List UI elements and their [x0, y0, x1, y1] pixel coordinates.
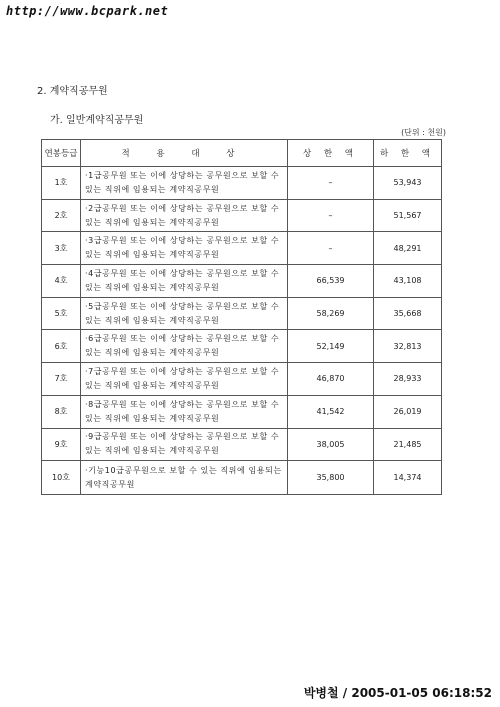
- lower-limit-cell: 26,019: [374, 395, 442, 428]
- grade-cell: 5호: [42, 297, 81, 330]
- table-row: [42, 461, 442, 495]
- upper-limit-cell: 66,539: [288, 265, 374, 298]
- grade-cell: 4호: [42, 265, 81, 298]
- site-watermark: http://www.bcpark.net: [6, 4, 169, 18]
- lower-limit-cell: 32,813: [374, 330, 442, 363]
- table-row: [42, 199, 442, 232]
- upper-limit-cell: –: [288, 167, 374, 200]
- upper-limit-cell: 58,269: [288, 297, 374, 330]
- upper-limit-cell: 35,800: [288, 461, 374, 495]
- table-row: [42, 428, 442, 461]
- target-cell: ·6급공무원 또는 이에 상당하는 공무원으로 보할 수 있는 직위에 임용되는 계약직공무원: [81, 330, 288, 363]
- grade-cell: 3호: [42, 232, 81, 265]
- grade-cell: 1호: [42, 167, 81, 200]
- header-target: 적 용 대 상: [81, 140, 288, 167]
- upper-limit-cell: –: [288, 232, 374, 265]
- lower-limit-cell: 48,291: [374, 232, 442, 265]
- table-header-row: [42, 140, 442, 167]
- grade-cell: 8호: [42, 395, 81, 428]
- target-cell: ·7급공무원 또는 이에 상당하는 공무원으로 보할 수 있는 직위에 임용되는 계약직공무원: [81, 363, 288, 396]
- table-row: [42, 330, 442, 363]
- target-cell: ·기능10급공무원으로 보할 수 있는 직위에 임용되는 계약직공무원: [81, 461, 288, 495]
- upper-limit-cell: 38,005: [288, 428, 374, 461]
- grade-cell: 10호: [42, 461, 81, 495]
- target-cell: ·1급공무원 또는 이에 상당하는 공무원으로 보할 수 있는 직위에 임용되는 계약직공무원: [81, 167, 288, 200]
- salary-table: [41, 139, 442, 495]
- table-row: [42, 265, 442, 298]
- lower-limit-cell: 14,374: [374, 461, 442, 495]
- header-lower: 하 한 액: [374, 140, 442, 167]
- lower-limit-cell: 43,108: [374, 265, 442, 298]
- grade-cell: 6호: [42, 330, 81, 363]
- table-row: [42, 297, 442, 330]
- lower-limit-cell: 28,933: [374, 363, 442, 396]
- lower-limit-cell: 53,943: [374, 167, 442, 200]
- sub-title: 가. 일반계약직공무원: [50, 115, 144, 126]
- target-cell: ·9급공무원 또는 이에 상당하는 공무원으로 보할 수 있는 직위에 임용되는 계약직공무원: [81, 428, 288, 461]
- table-row: [42, 167, 442, 200]
- header-grade: 연봉등급: [42, 140, 81, 167]
- lower-limit-cell: 51,567: [374, 199, 442, 232]
- grade-cell: 2호: [42, 199, 81, 232]
- lower-limit-cell: 35,668: [374, 297, 442, 330]
- upper-limit-cell: –: [288, 199, 374, 232]
- grade-cell: 7호: [42, 363, 81, 396]
- footer-signature: 박병철 / 2005-01-05 06:18:52: [303, 686, 492, 700]
- target-cell: ·5급공무원 또는 이에 상당하는 공무원으로 보할 수 있는 직위에 임용되는 계약직공무원: [81, 297, 288, 330]
- table-row: [42, 395, 442, 428]
- target-cell: ·3급공무원 또는 이에 상당하는 공무원으로 보할 수 있는 직위에 임용되는 계약직공무원: [81, 232, 288, 265]
- target-cell: ·2급공무원 또는 이에 상당하는 공무원으로 보할 수 있는 직위에 임용되는 계약직공무원: [81, 199, 288, 232]
- upper-limit-cell: 46,870: [288, 363, 374, 396]
- table-row: [42, 232, 442, 265]
- grade-cell: 9호: [42, 428, 81, 461]
- target-cell: ·4급공무원 또는 이에 상당하는 공무원으로 보할 수 있는 직위에 임용되는 계약직공무원: [81, 265, 288, 298]
- section-title: 2. 계약직공무원: [37, 86, 108, 97]
- upper-limit-cell: 41,542: [288, 395, 374, 428]
- target-cell: ·8급공무원 또는 이에 상당하는 공무원으로 보할 수 있는 직위에 임용되는 계약직공무원: [81, 395, 288, 428]
- upper-limit-cell: 52,149: [288, 330, 374, 363]
- header-upper: 상 한 액: [288, 140, 374, 167]
- table-row: [42, 363, 442, 396]
- lower-limit-cell: 21,485: [374, 428, 442, 461]
- unit-note: (단위 : 천원): [401, 128, 446, 137]
